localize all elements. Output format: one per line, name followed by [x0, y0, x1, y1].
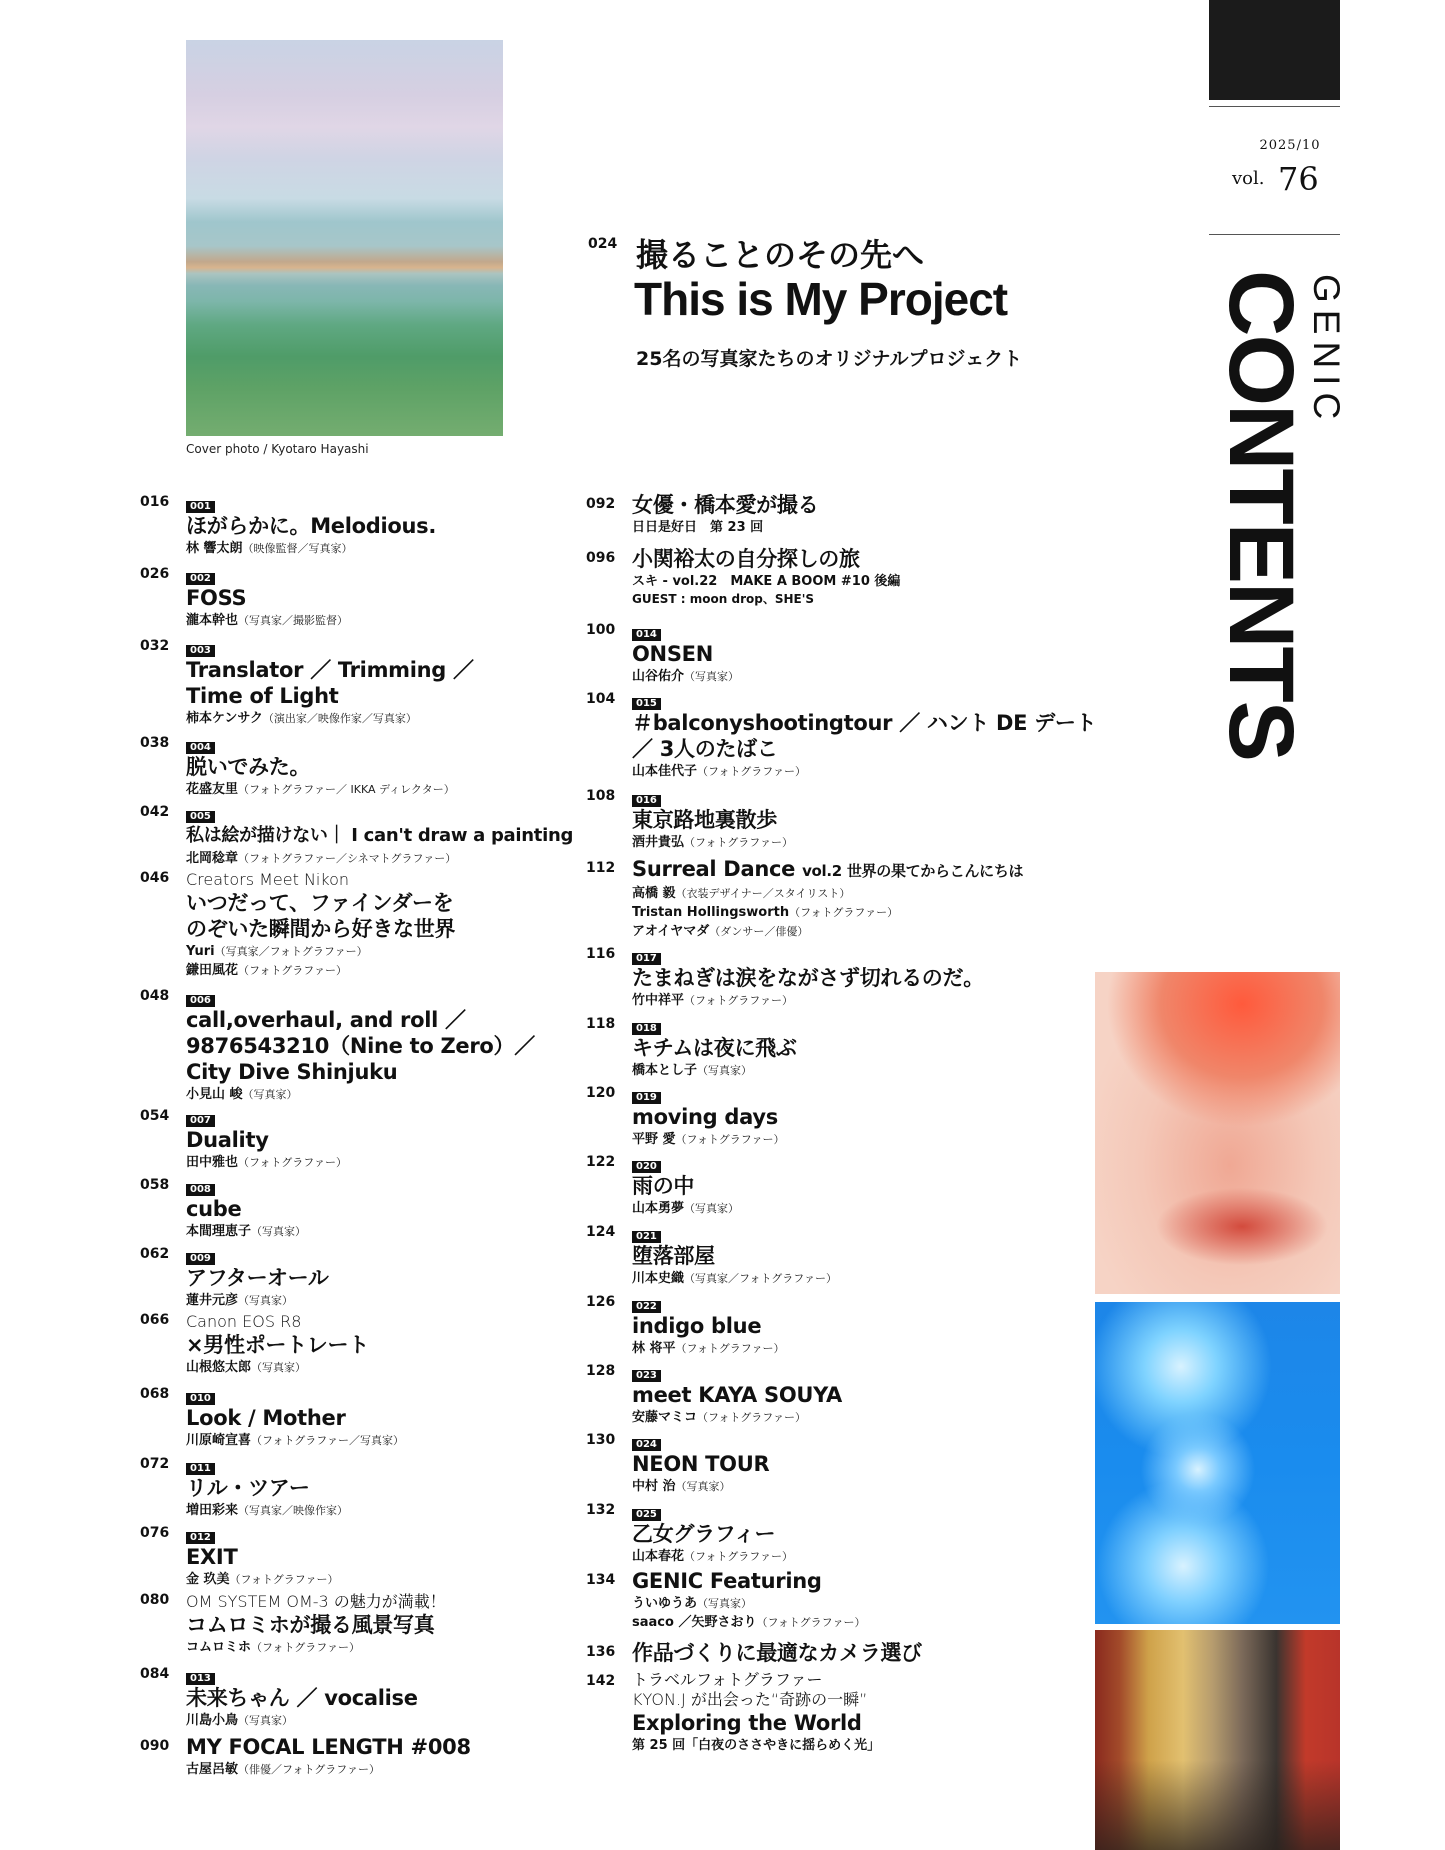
entry-title-line3: City Dive Shinjuku	[186, 1060, 398, 1084]
section-title: CONTENTS	[1210, 270, 1312, 760]
toc-entry[interactable]	[586, 1085, 785, 1149]
entry-sub: スキ - vol.22 MAKE A BOOM #10 後編	[632, 574, 901, 589]
entry-number: 016	[632, 795, 661, 807]
entry-title: 堕落部屋	[632, 1244, 715, 1268]
entry-title: 雨の中	[632, 1174, 695, 1198]
entry-number: 006	[186, 995, 215, 1007]
entry-title: 脱いでみた。	[186, 755, 311, 779]
toc-entry[interactable]	[140, 804, 574, 868]
toc-entry[interactable]	[586, 1640, 922, 1666]
toc-entry[interactable]	[586, 1502, 794, 1566]
toc-entry[interactable]	[140, 494, 437, 558]
entry-number: 019	[632, 1092, 661, 1104]
page-number: 076	[140, 1525, 170, 1541]
entry-title: リル・ツアー	[186, 1476, 310, 1500]
toc-entry[interactable]	[586, 788, 794, 852]
entry-credit: 川原崎宣喜（フォトグラファー／写真家）	[186, 1433, 405, 1448]
entry-credit: 小見山 峻（写真家）	[186, 1087, 298, 1102]
entry-credit: 川本史織（写真家／フォトグラファー）	[632, 1271, 838, 1286]
page-number: 126	[586, 1294, 616, 1310]
entry-title: たまねぎは涙をながさず切れるのだ。	[632, 966, 984, 990]
entry-title-line2: Time of Light	[186, 684, 339, 708]
page-number: 116	[586, 946, 616, 962]
toc-entry[interactable]	[140, 988, 535, 1104]
entry-title: ONSEN	[632, 642, 713, 666]
entry-kicker: Creators Meet Nikon	[186, 870, 349, 889]
page-number: 080	[140, 1592, 170, 1608]
entry-credit: 竹中祥平（フォトグラファー）	[632, 993, 794, 1008]
feature-title-ja[interactable]: 撮ることのその先へ	[636, 236, 925, 274]
feature-page: 024	[588, 236, 618, 252]
cover-photo	[186, 40, 503, 436]
vol-number: 76	[1278, 160, 1319, 198]
page-number: 122	[586, 1154, 616, 1170]
page-number: 054	[140, 1108, 170, 1124]
page-number: 062	[140, 1246, 170, 1262]
page-number: 104	[586, 691, 616, 707]
entry-credit: 瀧本幹也（写真家／撮影監督）	[186, 613, 349, 628]
entry-title: indigo blue	[632, 1314, 762, 1338]
masthead-block	[1209, 0, 1340, 100]
page-number: 084	[140, 1666, 170, 1682]
entry-title: EXIT	[186, 1545, 238, 1569]
entry-title: FOSS	[186, 586, 247, 610]
page-number: 134	[586, 1572, 616, 1588]
toc-entry[interactable]	[140, 1177, 307, 1241]
entry-number: 018	[632, 1023, 661, 1035]
entry-credit: 増田彩来（写真家／映像作家）	[186, 1503, 349, 1518]
entry-title: いつだって、ファインダーを	[186, 891, 454, 915]
entry-credit: コムロミホ（フォトグラファー）	[186, 1640, 361, 1655]
entry-sub: 第 25 回「白夜のささやきに揺らめく光」	[632, 1738, 881, 1753]
entry-number: 007	[186, 1115, 215, 1127]
entry-number: 022	[632, 1301, 661, 1313]
page-number: 136	[586, 1644, 616, 1660]
entry-credit-2: Tristan Hollingsworth（フォトグラファー）	[632, 905, 899, 920]
page-number: 032	[140, 638, 170, 654]
side-photo-portrait	[1095, 972, 1340, 1294]
entry-credit: 田中雅也（フォトグラファー）	[186, 1155, 348, 1170]
entry-credit: 橋本とし子（写真家）	[632, 1063, 753, 1078]
toc-entry[interactable]	[586, 492, 819, 537]
divider	[1209, 106, 1340, 107]
entry-credit: 林 将平（フォトグラファー）	[632, 1341, 785, 1356]
page-number: 090	[140, 1738, 170, 1754]
page-number: 016	[140, 494, 170, 510]
toc-entry[interactable]	[140, 1108, 348, 1172]
entry-title: Look / Mother	[186, 1406, 346, 1430]
entry-title: ＃balconyshootingtour ／ ハント DE デート	[632, 711, 1097, 735]
entry-credit-3: アオイヤマダ（ダンサー／俳優）	[632, 924, 809, 939]
side-photo-blue	[1095, 1302, 1340, 1624]
entry-credit: ういゆうあ（写真家）	[632, 1596, 753, 1611]
cover-credit: Cover photo / Kyotaro Hayashi	[186, 442, 369, 456]
entry-title: GENIC Featuring	[632, 1569, 822, 1593]
entry-number: 015	[632, 698, 661, 710]
entry-number: 010	[186, 1393, 215, 1405]
toc-entry[interactable]	[586, 622, 740, 686]
entry-credit: 花盛友里（フォトグラファー／ IKKA ディレクター）	[186, 782, 455, 797]
toc-entry[interactable]	[586, 1363, 842, 1427]
entry-credit: Yuri（写真家／フォトグラファー）	[186, 944, 368, 959]
entry-title: 未来ちゃん ／ vocalise	[186, 1686, 418, 1710]
entry-title: moving days	[632, 1105, 778, 1129]
entry-credit: 中村 治（写真家）	[632, 1479, 731, 1494]
toc-entry[interactable]	[140, 1525, 339, 1589]
toc-entry[interactable]	[586, 1224, 838, 1288]
entry-title-line2: のぞいた瞬間から好きな世界	[186, 917, 456, 941]
entry-title: キチムは夜に飛ぶ	[632, 1036, 797, 1060]
entry-kicker: Canon EOS R8	[186, 1312, 302, 1331]
entry-credit: 山根悠太郎（写真家）	[186, 1360, 307, 1375]
page-number: 072	[140, 1456, 170, 1472]
side-photo-street	[1095, 1630, 1340, 1850]
toc-entry[interactable]	[586, 856, 1024, 941]
entry-credit: 北岡稔章（フォトグラファー／シネマトグラファー）	[186, 851, 457, 866]
entry-credit: 本間理恵子（写真家）	[186, 1224, 307, 1239]
entry-title: Translator ／ Trimming ／	[186, 658, 474, 682]
entry-guest: GUEST : moon drop、SHE'S	[632, 592, 815, 606]
entry-number: 002	[186, 573, 215, 585]
entry-title: NEON TOUR	[632, 1452, 770, 1476]
page-number: 128	[586, 1363, 616, 1379]
entry-title: 女優・橋本愛が撮る	[632, 493, 819, 517]
toc-entry[interactable]	[586, 1432, 770, 1496]
entry-title: 東京路地裏散歩	[632, 808, 777, 832]
toc-entry[interactable]	[586, 1154, 740, 1218]
entry-credit: 平野 愛（フォトグラファー）	[632, 1132, 785, 1147]
toc-entry[interactable]	[140, 1734, 471, 1779]
toc-entry[interactable]	[586, 546, 901, 608]
toc-entry[interactable]	[586, 691, 1097, 781]
entry-title: 作品づくりに最適なカメラ選び	[632, 1641, 922, 1665]
toc-entry[interactable]	[140, 1666, 418, 1730]
page-number: 068	[140, 1386, 170, 1402]
entry-title: 私は絵が描けない｜ I can't draw a painting	[186, 825, 574, 846]
entry-number: 003	[186, 645, 215, 657]
entry-title: Duality	[186, 1128, 269, 1152]
entry-kicker-line2: KYON.J が出会った“奇跡の一瞬”	[632, 1690, 868, 1709]
entry-title: meet KAYA SOUYA	[632, 1383, 842, 1407]
brand-name: GENIC	[1306, 274, 1347, 427]
feature-title-en[interactable]: This is My Project	[634, 273, 1008, 325]
entry-title: cube	[186, 1197, 242, 1221]
entry-kicker: OM SYSTEM OM-3 の魅力が満載！	[186, 1592, 446, 1611]
page-number: 120	[586, 1085, 616, 1101]
entry-title: Exploring the World	[632, 1711, 862, 1735]
toc-entry[interactable]	[586, 1294, 785, 1358]
page-number: 058	[140, 1177, 170, 1193]
toc-entry[interactable]	[140, 1386, 405, 1450]
entry-title-line2: ／ 3人のたばこ	[632, 737, 778, 761]
entry-credit: 柿本ケンサク（演出家／映像作家／写真家）	[186, 711, 417, 726]
entry-title: 乙女グラフィー	[632, 1522, 776, 1546]
entry-number: 008	[186, 1184, 215, 1196]
entry-number: 014	[632, 629, 661, 641]
entry-number: 005	[186, 811, 215, 823]
entry-credit: 蓮井元彦（写真家）	[186, 1293, 294, 1308]
entry-credit: 山本佳代子（フォトグラファー）	[632, 764, 807, 779]
entry-number: 009	[186, 1253, 215, 1265]
toc-entry[interactable]	[140, 870, 456, 980]
toc-entry[interactable]	[140, 1246, 329, 1310]
page-number: 038	[140, 735, 170, 751]
toc-entry[interactable]	[140, 735, 455, 799]
entry-credit: 古屋呂敏（俳優／フォトグラファー）	[186, 1762, 381, 1777]
page-number: 066	[140, 1312, 170, 1328]
entry-number: 013	[186, 1673, 215, 1685]
entry-number: 021	[632, 1231, 661, 1243]
page-number: 048	[140, 988, 170, 1004]
page-number: 100	[586, 622, 616, 638]
page-number: 042	[140, 804, 170, 820]
page-number: 108	[586, 788, 616, 804]
entry-title: 小関裕太の自分探しの旅	[632, 547, 860, 571]
entry-credit: 林 響太朗（映像監督／写真家）	[186, 541, 353, 556]
toc-entry[interactable]	[586, 1670, 881, 1755]
entry-number: 011	[186, 1463, 215, 1475]
entry-credit: 金 玖美（フォトグラファー）	[186, 1572, 339, 1587]
entry-credit-2: saaco ／矢野さおり（フォトグラファー）	[632, 1615, 866, 1630]
entry-credit-2: 鎌田風花（フォトグラファー）	[186, 963, 348, 978]
toc-entry[interactable]	[140, 1456, 349, 1520]
entry-number: 017	[632, 953, 661, 965]
page-number: 130	[586, 1432, 616, 1448]
page-number: 112	[586, 860, 616, 876]
toc-entry[interactable]	[140, 1312, 369, 1377]
entry-kicker: トラベルフォトグラファー	[632, 1670, 823, 1689]
toc-entry[interactable]	[586, 1016, 797, 1080]
toc-entry[interactable]	[140, 638, 474, 728]
vol-label: vol.	[1232, 168, 1265, 189]
issue-date: 2025/10	[1259, 138, 1321, 153]
page-number: 092	[586, 496, 616, 512]
entry-title-line2: 9876543210（Nine to Zero）／	[186, 1034, 535, 1058]
page-number: 096	[586, 550, 616, 566]
entry-title: アフターオール	[186, 1266, 329, 1290]
entry-credit: 酒井貴弘（フォトグラファー）	[632, 835, 794, 850]
entry-title: ほがらかに。Melodious.	[186, 514, 437, 538]
entry-title: MY FOCAL LENGTH #008	[186, 1735, 471, 1759]
entry-credit: 山本春花（フォトグラファー）	[632, 1549, 794, 1564]
entry-credit: 山本勇夢（写真家）	[632, 1201, 740, 1216]
divider	[1209, 234, 1340, 235]
entry-number: 020	[632, 1161, 661, 1173]
page-number: 026	[140, 566, 170, 582]
page-number: 142	[586, 1673, 616, 1689]
toc-entry[interactable]	[586, 1568, 866, 1632]
toc-entry[interactable]	[140, 566, 349, 630]
page-number: 046	[140, 870, 170, 886]
toc-entry[interactable]	[586, 946, 984, 1010]
entry-number: 004	[186, 742, 215, 754]
entry-sub: 日日是好日 第 23 回	[632, 520, 764, 535]
entry-credit: 川島小鳥（写真家）	[186, 1713, 294, 1728]
toc-entry[interactable]	[140, 1592, 446, 1657]
feature-subtitle: 25名の写真家たちのオリジナルプロジェクト	[636, 348, 1023, 370]
page-number: 132	[586, 1502, 616, 1518]
entry-title: コムロミホが撮る風景写真	[186, 1613, 435, 1637]
entry-title: Surreal Dance	[632, 857, 796, 881]
entry-credit: 高橋 毅（衣装デザイナー／スタイリスト）	[632, 886, 851, 901]
entry-title: ×男性ポートレート	[186, 1333, 369, 1357]
entry-number: 025	[632, 1509, 661, 1521]
entry-number: 012	[186, 1532, 215, 1544]
page-number: 118	[586, 1016, 616, 1032]
entry-credit: 山谷佑介（写真家）	[632, 669, 740, 684]
entry-title: call,overhaul, and roll ／	[186, 1008, 466, 1032]
entry-title-vol: vol.2 世界の果てからこんにちは	[802, 862, 1024, 880]
entry-number: 001	[186, 501, 215, 513]
entry-number: 024	[632, 1439, 661, 1451]
entry-credit: 安藤マミコ（フォトグラファー）	[632, 1410, 807, 1425]
entry-number: 023	[632, 1370, 661, 1382]
page-number: 124	[586, 1224, 616, 1240]
